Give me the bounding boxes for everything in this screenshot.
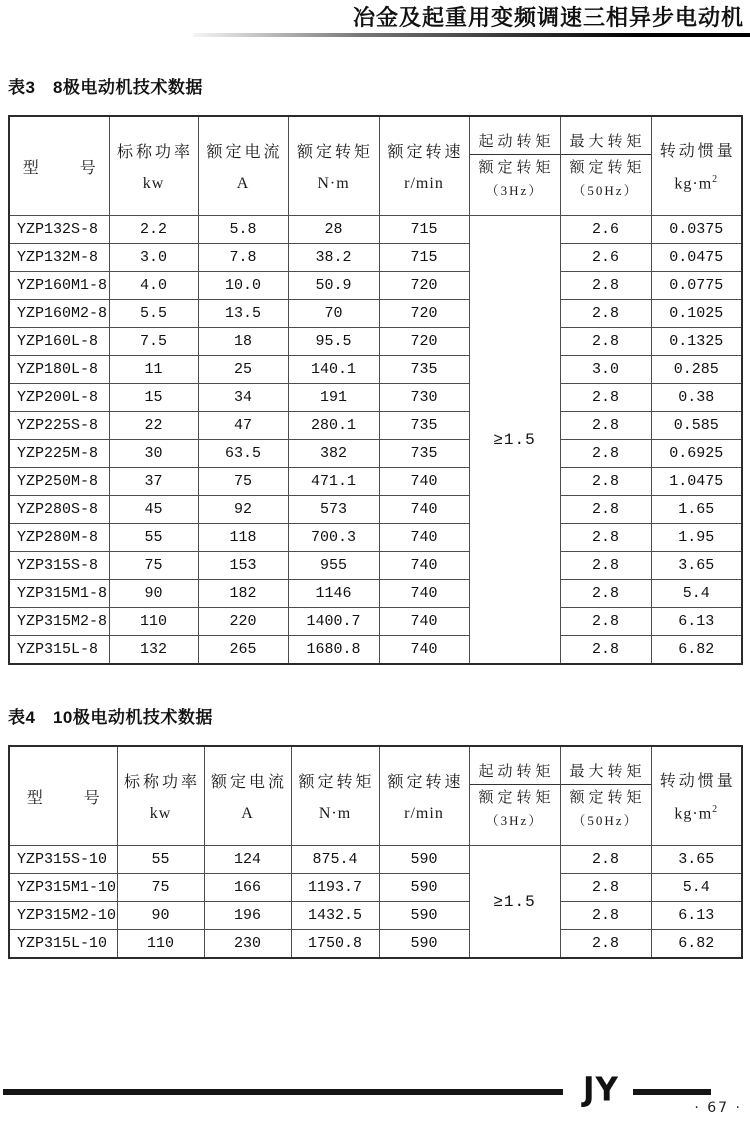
inertia-cell: 3.65 (651, 846, 742, 874)
torque-cell: 280.1 (288, 412, 379, 440)
inertia-cell: 0.0475 (651, 244, 742, 272)
model-cell: YZP180L-8 (9, 356, 109, 384)
model-cell: YZP315M1-8 (9, 580, 109, 608)
table-row (9, 216, 742, 244)
speed-cell: 590 (379, 846, 469, 874)
table-row (9, 552, 742, 580)
speed-cell: 740 (379, 496, 469, 524)
footer-rule-left (3, 1089, 563, 1095)
model-cell: YZP280M-8 (9, 524, 109, 552)
torque-cell: 95.5 (288, 328, 379, 356)
power-cell: 75 (117, 874, 204, 902)
model-cell: YZP315M1-10 (9, 874, 117, 902)
model-cell: YZP200L-8 (9, 384, 109, 412)
inertia-cell: 0.6925 (651, 440, 742, 468)
page-number: · 67 · (694, 1100, 742, 1116)
power-cell: 4.0 (109, 272, 198, 300)
table-row (9, 244, 742, 272)
table-row (9, 440, 742, 468)
model-cell: YZP250M-8 (9, 468, 109, 496)
table-header-row (9, 116, 742, 216)
power-cell: 11 (109, 356, 198, 384)
current-cell: 34 (198, 384, 288, 412)
torque-cell: 38.2 (288, 244, 379, 272)
max-torque-cell: 2.8 (560, 552, 651, 580)
model-cell: YZP225S-8 (9, 412, 109, 440)
current-cell: 47 (198, 412, 288, 440)
col-header-start-torque-ratio: 起动转矩 额定转矩 （3Hz） (469, 116, 560, 216)
power-cell: 7.5 (109, 328, 198, 356)
col-header-model: 型 号 (9, 116, 109, 216)
table3-caption: 表3 8极电动机技术数据 (8, 78, 203, 97)
torque-cell: 50.9 (288, 272, 379, 300)
model-cell: YZP160L-8 (9, 328, 109, 356)
table-row (9, 384, 742, 412)
table-row (9, 412, 742, 440)
table-row (9, 300, 742, 328)
table3-body (9, 216, 742, 665)
max-torque-cell: 2.8 (560, 468, 651, 496)
speed-cell: 720 (379, 300, 469, 328)
col-header-start-torque-ratio: 起动转矩 额定转矩 （3Hz） (469, 746, 560, 846)
max-torque-cell: 2.8 (560, 902, 651, 930)
speed-cell: 715 (379, 244, 469, 272)
current-cell: 196 (204, 902, 291, 930)
max-torque-cell: 2.8 (560, 874, 651, 902)
max-torque-cell: 2.8 (560, 846, 651, 874)
col-header-current: 额定电流 A (204, 746, 291, 846)
table-row (9, 468, 742, 496)
col-header-model: 型 号 (9, 746, 117, 846)
power-cell: 5.5 (109, 300, 198, 328)
inertia-cell: 5.4 (651, 874, 742, 902)
current-cell: 124 (204, 846, 291, 874)
torque-cell: 1193.7 (291, 874, 379, 902)
inertia-cell: 6.82 (651, 636, 742, 665)
col-header-power: 标称功率 kw (117, 746, 204, 846)
speed-cell: 730 (379, 384, 469, 412)
current-cell: 13.5 (198, 300, 288, 328)
power-cell: 110 (109, 608, 198, 636)
max-torque-cell: 2.8 (560, 608, 651, 636)
max-torque-cell: 2.8 (560, 300, 651, 328)
table-row (9, 930, 742, 959)
inertia-cell: 0.1325 (651, 328, 742, 356)
max-torque-cell: 2.8 (560, 328, 651, 356)
speed-cell: 740 (379, 636, 469, 665)
max-torque-cell: 2.8 (560, 580, 651, 608)
model-cell: YZP225M-8 (9, 440, 109, 468)
model-cell: YZP160M2-8 (9, 300, 109, 328)
power-cell: 3.0 (109, 244, 198, 272)
current-cell: 166 (204, 874, 291, 902)
current-cell: 230 (204, 930, 291, 959)
header-rule (193, 33, 750, 37)
torque-cell: 573 (288, 496, 379, 524)
table4-caption: 表4 10极电动机技术数据 (8, 708, 213, 727)
model-cell: YZP315L-8 (9, 636, 109, 665)
running-head-title: 冶金及起重用变频调速三相异步电动机 (352, 5, 744, 30)
current-cell: 153 (198, 552, 288, 580)
table-row (9, 846, 742, 874)
torque-cell: 875.4 (291, 846, 379, 874)
power-cell: 110 (117, 930, 204, 959)
table-row (9, 272, 742, 300)
max-torque-cell: 2.8 (560, 930, 651, 959)
max-torque-cell: 2.8 (560, 384, 651, 412)
start-torque-ratio-cell: ≥1.5 (469, 216, 560, 665)
max-torque-cell: 3.0 (560, 356, 651, 384)
current-cell: 63.5 (198, 440, 288, 468)
publisher-logo: JY (583, 1071, 619, 1109)
col-header-current: 额定电流 A (198, 116, 288, 216)
power-cell: 90 (117, 902, 204, 930)
torque-cell: 1680.8 (288, 636, 379, 665)
speed-cell: 720 (379, 328, 469, 356)
inertia-cell: 0.1025 (651, 300, 742, 328)
speed-cell: 735 (379, 412, 469, 440)
current-cell: 182 (198, 580, 288, 608)
current-cell: 10.0 (198, 272, 288, 300)
speed-cell: 740 (379, 608, 469, 636)
col-header-inertia: 转动惯量 $kg\cdot m^2$ (651, 746, 742, 846)
current-cell: 92 (198, 496, 288, 524)
speed-cell: 740 (379, 468, 469, 496)
power-cell: 45 (109, 496, 198, 524)
torque-cell: 1400.7 (288, 608, 379, 636)
model-cell: YZP315S-10 (9, 846, 117, 874)
inertia-cell: 5.4 (651, 580, 742, 608)
table-10pole-specs (8, 745, 743, 959)
inertia-cell: 0.0375 (651, 216, 742, 244)
speed-cell: 590 (379, 930, 469, 959)
inertia-cell: 1.65 (651, 496, 742, 524)
power-cell: 75 (109, 552, 198, 580)
torque-cell: 955 (288, 552, 379, 580)
inertia-cell: 1.0475 (651, 468, 742, 496)
power-cell: 22 (109, 412, 198, 440)
speed-cell: 740 (379, 552, 469, 580)
table-row (9, 328, 742, 356)
max-torque-cell: 2.6 (560, 216, 651, 244)
current-cell: 5.8 (198, 216, 288, 244)
max-torque-cell: 2.8 (560, 524, 651, 552)
speed-cell: 715 (379, 216, 469, 244)
model-cell: YZP160M1-8 (9, 272, 109, 300)
max-torque-cell: 2.8 (560, 412, 651, 440)
speed-cell: 740 (379, 580, 469, 608)
table4-body (9, 846, 742, 959)
model-cell: YZP132S-8 (9, 216, 109, 244)
model-cell: YZP315M2-10 (9, 902, 117, 930)
current-cell: 18 (198, 328, 288, 356)
table-row (9, 608, 742, 636)
power-cell: 2.2 (109, 216, 198, 244)
inertia-cell: 0.38 (651, 384, 742, 412)
power-cell: 55 (109, 524, 198, 552)
torque-cell: 471.1 (288, 468, 379, 496)
table-header-row (9, 746, 742, 846)
speed-cell: 735 (379, 440, 469, 468)
inertia-cell: 0.285 (651, 356, 742, 384)
footer-rule-right (633, 1089, 711, 1095)
power-cell: 30 (109, 440, 198, 468)
start-torque-ratio-cell: ≥1.5 (469, 846, 560, 959)
col-header-inertia: 转动惯量 $kg\cdot m^2$ (651, 116, 742, 216)
current-cell: 118 (198, 524, 288, 552)
col-header-torque: 额定转矩 N·m (291, 746, 379, 846)
inertia-cell: 1.95 (651, 524, 742, 552)
inertia-cell: 0.0775 (651, 272, 742, 300)
table-row (9, 580, 742, 608)
power-cell: 132 (109, 636, 198, 665)
col-header-max-torque-ratio: 最大转矩 额定转矩 （50Hz） (560, 746, 651, 846)
speed-cell: 735 (379, 356, 469, 384)
max-torque-cell: 2.8 (560, 440, 651, 468)
model-cell: YZP315L-10 (9, 930, 117, 959)
current-cell: 220 (198, 608, 288, 636)
table-row (9, 874, 742, 902)
col-header-speed: 额定转速 r/min (379, 746, 469, 846)
col-header-power: 标称功率 kw (109, 116, 198, 216)
current-cell: 7.8 (198, 244, 288, 272)
col-header-max-torque-ratio: 最大转矩 额定转矩 （50Hz） (560, 116, 651, 216)
torque-cell: 70 (288, 300, 379, 328)
table-row (9, 496, 742, 524)
max-torque-cell: 2.8 (560, 272, 651, 300)
max-torque-cell: 2.8 (560, 636, 651, 665)
current-cell: 75 (198, 468, 288, 496)
table-row (9, 524, 742, 552)
model-cell: YZP315M2-8 (9, 608, 109, 636)
torque-cell: 191 (288, 384, 379, 412)
speed-cell: 590 (379, 874, 469, 902)
current-cell: 25 (198, 356, 288, 384)
table-8pole-specs (8, 115, 743, 665)
model-cell: YZP280S-8 (9, 496, 109, 524)
model-cell: YZP315S-8 (9, 552, 109, 580)
inertia-cell: 6.82 (651, 930, 742, 959)
inertia-cell: 0.585 (651, 412, 742, 440)
inertia-cell: 6.13 (651, 902, 742, 930)
speed-cell: 740 (379, 524, 469, 552)
power-cell: 55 (117, 846, 204, 874)
torque-cell: 28 (288, 216, 379, 244)
torque-cell: 1432.5 (291, 902, 379, 930)
torque-cell: 700.3 (288, 524, 379, 552)
speed-cell: 720 (379, 272, 469, 300)
model-cell: YZP132M-8 (9, 244, 109, 272)
power-cell: 90 (109, 580, 198, 608)
col-header-torque: 额定转矩 N·m (288, 116, 379, 216)
speed-cell: 590 (379, 902, 469, 930)
table-row (9, 636, 742, 665)
table-row (9, 356, 742, 384)
torque-cell: 1750.8 (291, 930, 379, 959)
max-torque-cell: 2.8 (560, 496, 651, 524)
current-cell: 265 (198, 636, 288, 665)
torque-cell: 1146 (288, 580, 379, 608)
power-cell: 15 (109, 384, 198, 412)
table-row (9, 902, 742, 930)
torque-cell: 382 (288, 440, 379, 468)
col-header-speed: 额定转速 r/min (379, 116, 469, 216)
torque-cell: 140.1 (288, 356, 379, 384)
power-cell: 37 (109, 468, 198, 496)
max-torque-cell: 2.6 (560, 244, 651, 272)
inertia-cell: 6.13 (651, 608, 742, 636)
inertia-cell: 3.65 (651, 552, 742, 580)
